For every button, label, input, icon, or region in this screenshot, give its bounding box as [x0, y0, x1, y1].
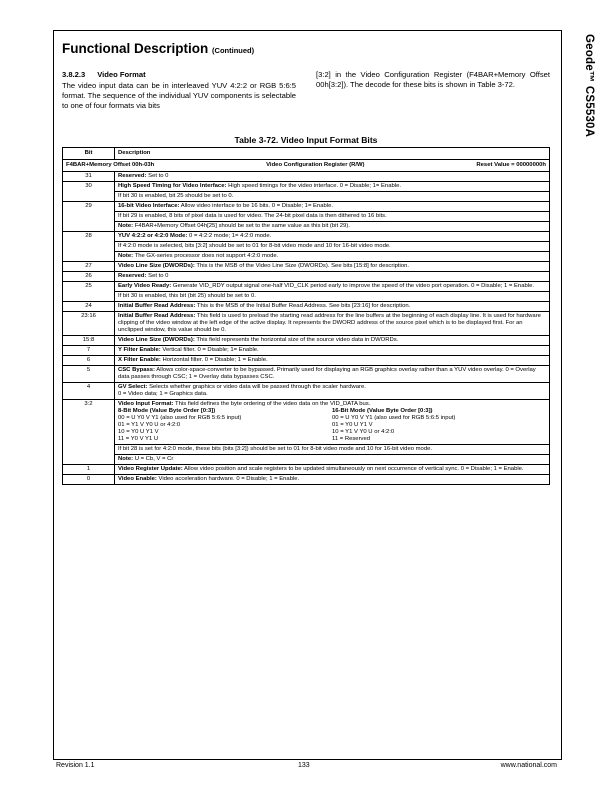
table-row — [63, 336, 550, 346]
header-description: Description — [115, 148, 550, 160]
table-row — [63, 383, 550, 400]
sub-line — [115, 211, 549, 220]
header-bit: Bit — [63, 148, 115, 160]
field-text: Allow video interface to be 16 bits. 0 = Disable; 1= Enable. — [179, 203, 334, 209]
field-text: This field represents the horizontal size of the source video data in DWORDs. — [194, 337, 399, 343]
field-name: Video Input Format: — [118, 401, 174, 407]
bit-cell: 7 — [63, 346, 115, 356]
bit-cell: 25 — [63, 282, 115, 302]
bit-table — [62, 147, 550, 485]
note-label: Note: — [118, 223, 134, 229]
description-cell — [115, 356, 550, 366]
field-text: Allows color-space-converter to be bypassed. Primarily used for displaying an RGB graphics overlay rather than a YUV video overlay. 0 = Overlay data passes through CSC; 1 = Overlay data bypasses CSC. — [118, 367, 536, 380]
table-title: Table 3-72. Video Input Format Bits — [234, 135, 378, 145]
sub-text: If 4:2:0 mode is selected, bits [3:2] should be set to 01 for 8-bit video mode and 10 for 16-bit video mode. — [118, 243, 391, 249]
register-info — [63, 160, 550, 172]
field-text: This field defines the byte ordering of the video data on the VID_DATA bus. — [173, 401, 371, 407]
register-row — [63, 160, 550, 172]
field-name: High Speed Timing for Video Interface: — [118, 183, 227, 189]
mode-8bit-item: 01 = Y1 V Y0 U or 4:2:0 — [118, 422, 181, 428]
table-row — [63, 172, 550, 182]
mode-16bit — [332, 408, 546, 443]
mode-8bit-title: 8-Bit Mode (Value Byte Order [0:3]) — [118, 408, 216, 414]
field-name: Video Line Size (DWORDs): — [118, 337, 195, 343]
field-text: This is the MSB of the Initial Buffer Read Address. See bits [23:16] for description. — [195, 303, 411, 309]
table-row — [63, 272, 550, 282]
subsection-title: Video Format — [97, 70, 146, 79]
table-row — [63, 346, 550, 356]
table-row — [63, 282, 550, 302]
product-name: Geode™ CS5530A — [583, 34, 595, 138]
field-name: Initial Buffer Read Address: — [118, 303, 196, 309]
field-name: Initial Buffer Read Address: — [118, 313, 196, 319]
description-cell — [115, 272, 550, 282]
table-row — [63, 302, 550, 312]
mode-16bit-item: 11 = Reserved — [332, 436, 371, 442]
note-text: U = Cb, V = Cr — [133, 456, 174, 462]
subsection-number: 3.8.2.3 — [62, 70, 86, 79]
description-cell — [115, 475, 550, 485]
description-cell — [115, 172, 550, 182]
field-name: X Filter Enable: — [118, 357, 161, 363]
table-row — [63, 202, 550, 232]
heading-continued: (Continued) — [212, 46, 255, 55]
table-row — [63, 356, 550, 366]
sub-line — [115, 191, 549, 200]
field-name: Early Video Ready: — [118, 283, 172, 289]
intro-text — [62, 70, 550, 111]
description-cell — [115, 336, 550, 346]
table-row — [63, 475, 550, 485]
note-label: Note: — [118, 253, 134, 259]
table-row — [63, 366, 550, 383]
bit-cell: 23:16 — [63, 312, 115, 336]
intro-col-1 — [62, 70, 296, 111]
sub-line — [115, 291, 549, 300]
bit-cell: 28 — [63, 232, 115, 262]
field-name: Reserved: — [118, 273, 147, 279]
description-cell — [115, 182, 550, 202]
field-text: Video acceleration hardware. 0 = Disable; 1 = Enable. — [156, 476, 300, 482]
description-cell — [115, 400, 550, 465]
footer-page-number: 133 — [298, 762, 310, 769]
description-cell — [115, 383, 550, 400]
sub-text: F4BAR+Memory Offset 04h[25] should be set to the same value as this bit (bit 29). — [133, 223, 350, 229]
register-name: Video Configuration Register (R/W) — [266, 162, 365, 168]
table-row — [63, 465, 550, 475]
field-text: This field is used to preload the starting read address for the line buffers at the beginning of each display line. It is used for hardware clipping of the video window at the left edge of the active display. It represents the DWORD address of the source pixel which is to be displayed first. For an unclipped window, this value should be 0. — [118, 313, 541, 333]
field-text: High speed timings for the video interface. 0 = Disable; 1= Enable. — [226, 183, 401, 189]
register-offset: F4BAR+Memory Offset 00h-03h — [66, 162, 155, 168]
register-reset-value: Reset Value = 00000000h — [476, 162, 546, 168]
sub-line — [115, 454, 549, 463]
field-name: Video Register Update: — [118, 466, 183, 472]
description-cell — [115, 312, 550, 336]
field-text: Selects whether graphics or video data will be passed through the scaler hardware. — [147, 384, 366, 390]
mode-8bit-item: 11 = Y0 V Y1 U — [118, 436, 159, 442]
field-name: Reserved: — [118, 173, 147, 179]
bit-cell: 5 — [63, 366, 115, 383]
bit-cell: 24 — [63, 302, 115, 312]
field-text: Vertical filter. 0 = Disable; 1= Enable. — [160, 347, 259, 353]
sub-text: If bit 28 is set for 4:2:0 mode, these bits (bits [3:2]) should be set to 01 for 8-bit video mode and 10 for 16-bit video mode. — [118, 446, 433, 452]
subsection-heading — [62, 70, 296, 80]
footer-revision: Revision 1.1 — [56, 762, 95, 769]
bit-cell: 1 — [63, 465, 115, 475]
description-cell — [115, 366, 550, 383]
mode-16bit-title: 16-Bit Mode (Value Byte Order [0:3]) — [332, 408, 433, 414]
field-text: Generate VID_RDY output signal one-half VID_CLK period early to improve the speed of the video port operation. 0 = Disable; 1 = Enable. — [171, 283, 534, 289]
side-title — [561, 34, 601, 184]
field-name: GV Select: — [118, 384, 148, 390]
description-cell — [115, 232, 550, 262]
sub-line — [115, 444, 549, 453]
table-row — [63, 182, 550, 202]
description-cell — [115, 262, 550, 272]
table-row — [63, 232, 550, 262]
section-heading — [62, 41, 254, 56]
bit-cell: 26 — [63, 272, 115, 282]
field-name: 16-bit Video Interface: — [118, 203, 180, 209]
footer-website: www.national.com — [500, 762, 557, 769]
bit-cell: 31 — [63, 172, 115, 182]
field-text-line2: 0 = Video data; 1 = Graphics data. — [118, 391, 208, 397]
note-label: Note: — [118, 456, 134, 462]
bit-cell: 30 — [63, 182, 115, 202]
bit-cell: 0 — [63, 475, 115, 485]
sub-text: If bit 30 is enabled, this bit (bit 25) should be set to 0. — [118, 293, 256, 299]
description-cell — [115, 282, 550, 302]
field-name: YUV 4:2:2 or 4:2:0 Mode: — [118, 233, 188, 239]
mode-16bit-item: 10 = Y1 V Y0 U or 4:2:0 — [332, 429, 395, 435]
table-header-row — [63, 148, 550, 160]
bit-cell: 6 — [63, 356, 115, 366]
table-row-format — [63, 400, 550, 465]
sub-text: If bit 29 is enabled, 8 bits of pixel data is used for video. The 24-bit pixel data is then dithered to 16 bits. — [118, 213, 387, 219]
field-name: CSC Bypass: — [118, 367, 155, 373]
field-text: Set to 0 — [146, 173, 169, 179]
sub-line — [115, 221, 549, 230]
table-row — [63, 262, 550, 272]
mode-8bit-item: 00 = U Y0 V Y1 (also used for RGB 5:6:5 input) — [118, 415, 242, 421]
description-cell — [115, 302, 550, 312]
format-mode-grid — [118, 408, 546, 443]
description-cell — [115, 465, 550, 475]
intro-col-2 — [316, 70, 550, 111]
bit-cell: 15:8 — [63, 336, 115, 346]
sub-text: If bit 30 is enabled, bit 25 should be set to 0. — [118, 193, 234, 199]
intro-paragraph-1: The video input data can be in interleaved YUV 4:2:2 or RGB 5:6:5 format. The sequence of the individual YUV components is selectable to one of four formats via bits — [62, 81, 296, 110]
table-row — [63, 312, 550, 336]
mode-16bit-item: 01 = Y0 U Y1 V — [332, 422, 373, 428]
field-text: Allow video position and scale registers to be updated simultaneously on next occurrence of vertical sync. 0 = Disable; 1 = Enable. — [182, 466, 524, 472]
mode-16bit-item: 00 = U Y0 V Y1 (also used for RGB 5:6:5 input) — [332, 415, 456, 421]
field-name: Video Enable: — [118, 476, 157, 482]
mode-8bit-item: 10 = Y0 U Y1 V — [118, 429, 159, 435]
sub-text: The GX-series processor does not support 4:2:0 mode. — [133, 253, 279, 259]
bit-cell: 4 — [63, 383, 115, 400]
field-text: Set to 0 — [146, 273, 169, 279]
field-text: This is the MSB of the Video Line Size (DWORDs). See bits [15:8] for description. — [194, 263, 410, 269]
mode-8bit — [118, 408, 332, 443]
heading-title: Functional Description — [62, 41, 209, 56]
bit-cell: 3:2 — [63, 400, 115, 465]
bit-cell: 29 — [63, 202, 115, 232]
sub-line — [115, 241, 549, 250]
description-cell — [115, 346, 550, 356]
intro-paragraph-2: [3:2] in the Video Configuration Register (F4BAR+Memory Offset 00h[3:2]). The decode for these bits is shown in Table 3-72. — [316, 70, 550, 89]
sub-line — [115, 251, 549, 260]
field-text: 0 = 4:2:2 mode; 1= 4:2:0 mode. — [187, 233, 272, 239]
field-name: Video Line Size (DWORDs): — [118, 263, 195, 269]
bit-cell: 27 — [63, 262, 115, 272]
description-cell — [115, 202, 550, 232]
field-text: Horizontal filter. 0 = Disable; 1 = Enable. — [160, 357, 268, 363]
field-name: Y Filter Enable: — [118, 347, 161, 353]
